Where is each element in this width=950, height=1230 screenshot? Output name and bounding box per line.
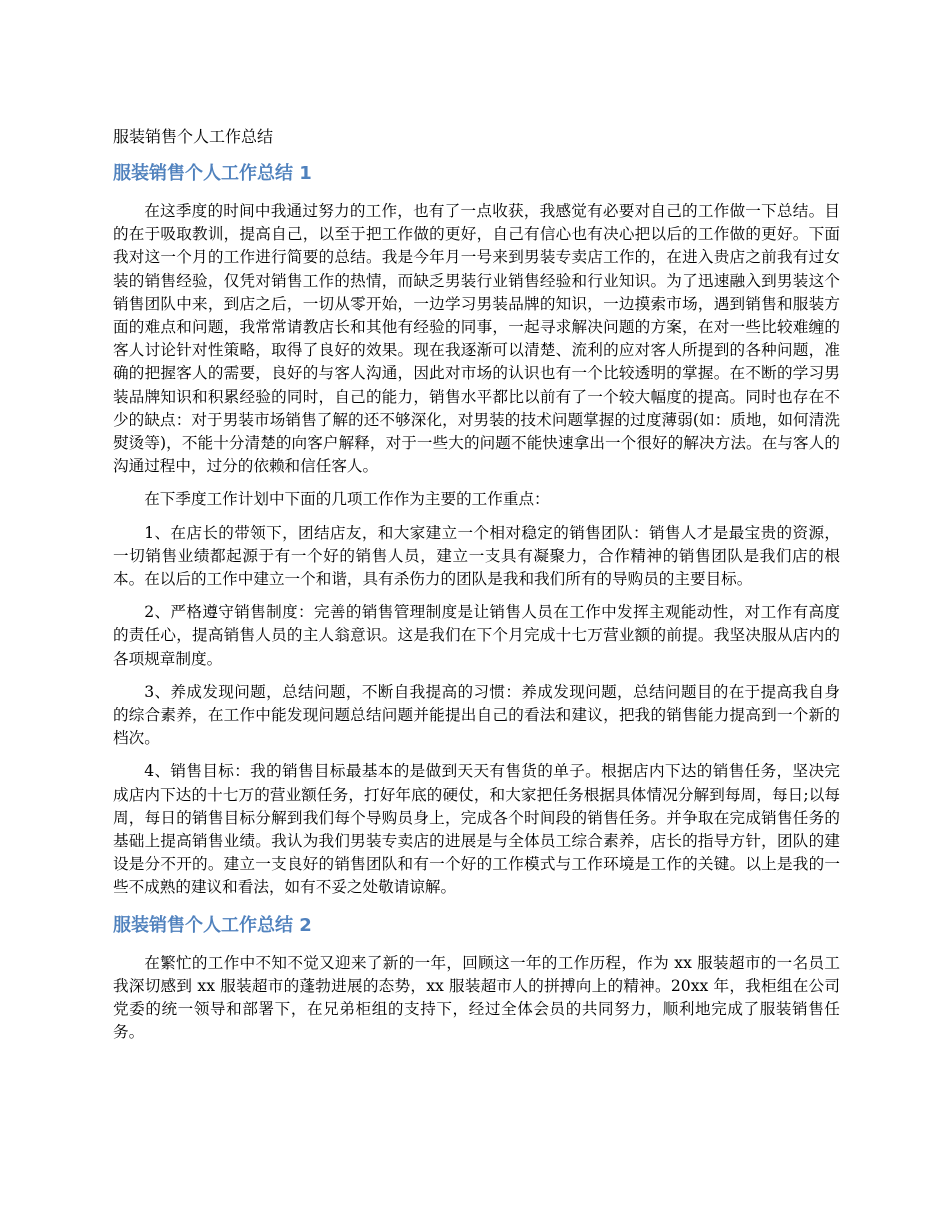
paragraph: 3、养成发现问题，总结问题，不断自我提高的习惯：养成发现问题，总结问题目的在于提高我自身的综合素养，在工作中能发现问题总结问题并能提出自己的看法和建议，把我的销售能力提高到一个新的档次。 bbox=[113, 682, 840, 748]
paragraph: 在这季度的时间中我通过努力的工作，也有了一点收获，我感觉有必要对自己的工作做一下总结。目的在于吸取教训，提高自己，以至于把工作做的更好，自己有信心也有决心把以后的工作做的更好。下面我对这一个月的工作进行简要的总结。我是今年月一号来到男装专卖店工作的，在进入贵店之前我有过女装的销售经验，仅凭对销售工作的热情，而缺乏男装行业销售经验和行业知识。为了迅速融入到男装这个销售团队中来，到店之后，一切从零开始，一边学习男装品牌的知识，一边摸索市场，遇到销售和服装方面的难点和问题，我常常请教店长和其他有经验的同事，一起寻求解决问题的方案，在对一些比较难缠的客人讨论针对性策略，取得了良好的效果。现在我逐渐可以清楚、流利的应对客人所提到的各种问题，准确的把握客人的需要，良好的与客人沟通，因此对市场的认识也有一个比较透明的掌握。在不断的学习男装品牌知识和积累经验的同时，自己的能力，销售水平都比以前有了一个较大幅度的提高。同时也存在不少的缺点：对于男装市场销售了解的还不够深化，对男装的技术问题掌握的过度薄弱(如：质地，如何清洗熨烫等)，不能十分清楚的向客户解释，对于一些大的问题不能快速拿出一个很好的解决方法。在与客人的沟通过程中，过分的依赖和信任客人。 bbox=[113, 202, 840, 476]
paragraph: 4、销售目标：我的销售目标最基本的是做到天天有售货的单子。根据店内下达的销售任务，坚决完成店内下达的十七万的营业额任务，打好年底的硬仗，和大家把任务根据具体情况分解到每周，每日;以每周，每日的销售目标分解到我们每个导购员身上，完成各个时间段的销售任务。并争取在完成销售任务的基础上提高销售业绩。我认为我们男装专卖店的进展是与全体员工综合素养，店长的指导方针，团队的建设是分不开的。建立一支良好的销售团队和有一个好的工作模式与工作环境是工作的关键。以上是我的一些不成熟的建议和看法，如有不妥之处敬请谅解。 bbox=[113, 762, 840, 897]
paragraph: 2、严格遵守销售制度：完善的销售管理制度是让销售人员在工作中发挥主观能动性，对工作有高度的责任心，提高销售人员的主人翁意识。这是我们在下个月完成十七万营业额的前提。我坚决服从店内的各项规章制度。 bbox=[113, 603, 840, 668]
paragraph: 在下季度工作计划中下面的几项工作作为主要的工作重点： bbox=[144, 490, 550, 509]
document-page bbox=[113, 126, 840, 1055]
section-heading: 服装销售个人工作总结 1 bbox=[113, 163, 312, 184]
paragraph: 1、在店长的带领下，团结店友，和大家建立一个相对稳定的销售团队：销售人才是最宝贵的资源，一切销售业绩都起源于有一个好的销售人员，建立一支具有凝聚力，合作精神的销售团队是我们店的根本。在以后的工作中建立一个和谐，具有杀伤力的团队是我和我们所有的导购员的主要目标。 bbox=[113, 523, 840, 589]
section-2 bbox=[113, 914, 840, 1045]
section-heading: 服装销售个人工作总结 2 bbox=[113, 914, 312, 936]
paragraph: 在繁忙的工作中不知不觉又迎来了新的一年，回顾这一年的工作历程，作为 xx 服装超市的一名员工我深切感到 xx 服装超市的蓬勃进展的态势，xx 服装超市人的拼搏向上的精神。20xx 年，我柜组在公司党委的统一领导和部署下，在兄弟柜组的支持下，经过全体会员的共同努力，顺利地完成了服装销售任务。 bbox=[113, 953, 840, 1042]
document-title: 服装销售个人工作总结 bbox=[113, 127, 274, 146]
section-1 bbox=[113, 162, 840, 900]
